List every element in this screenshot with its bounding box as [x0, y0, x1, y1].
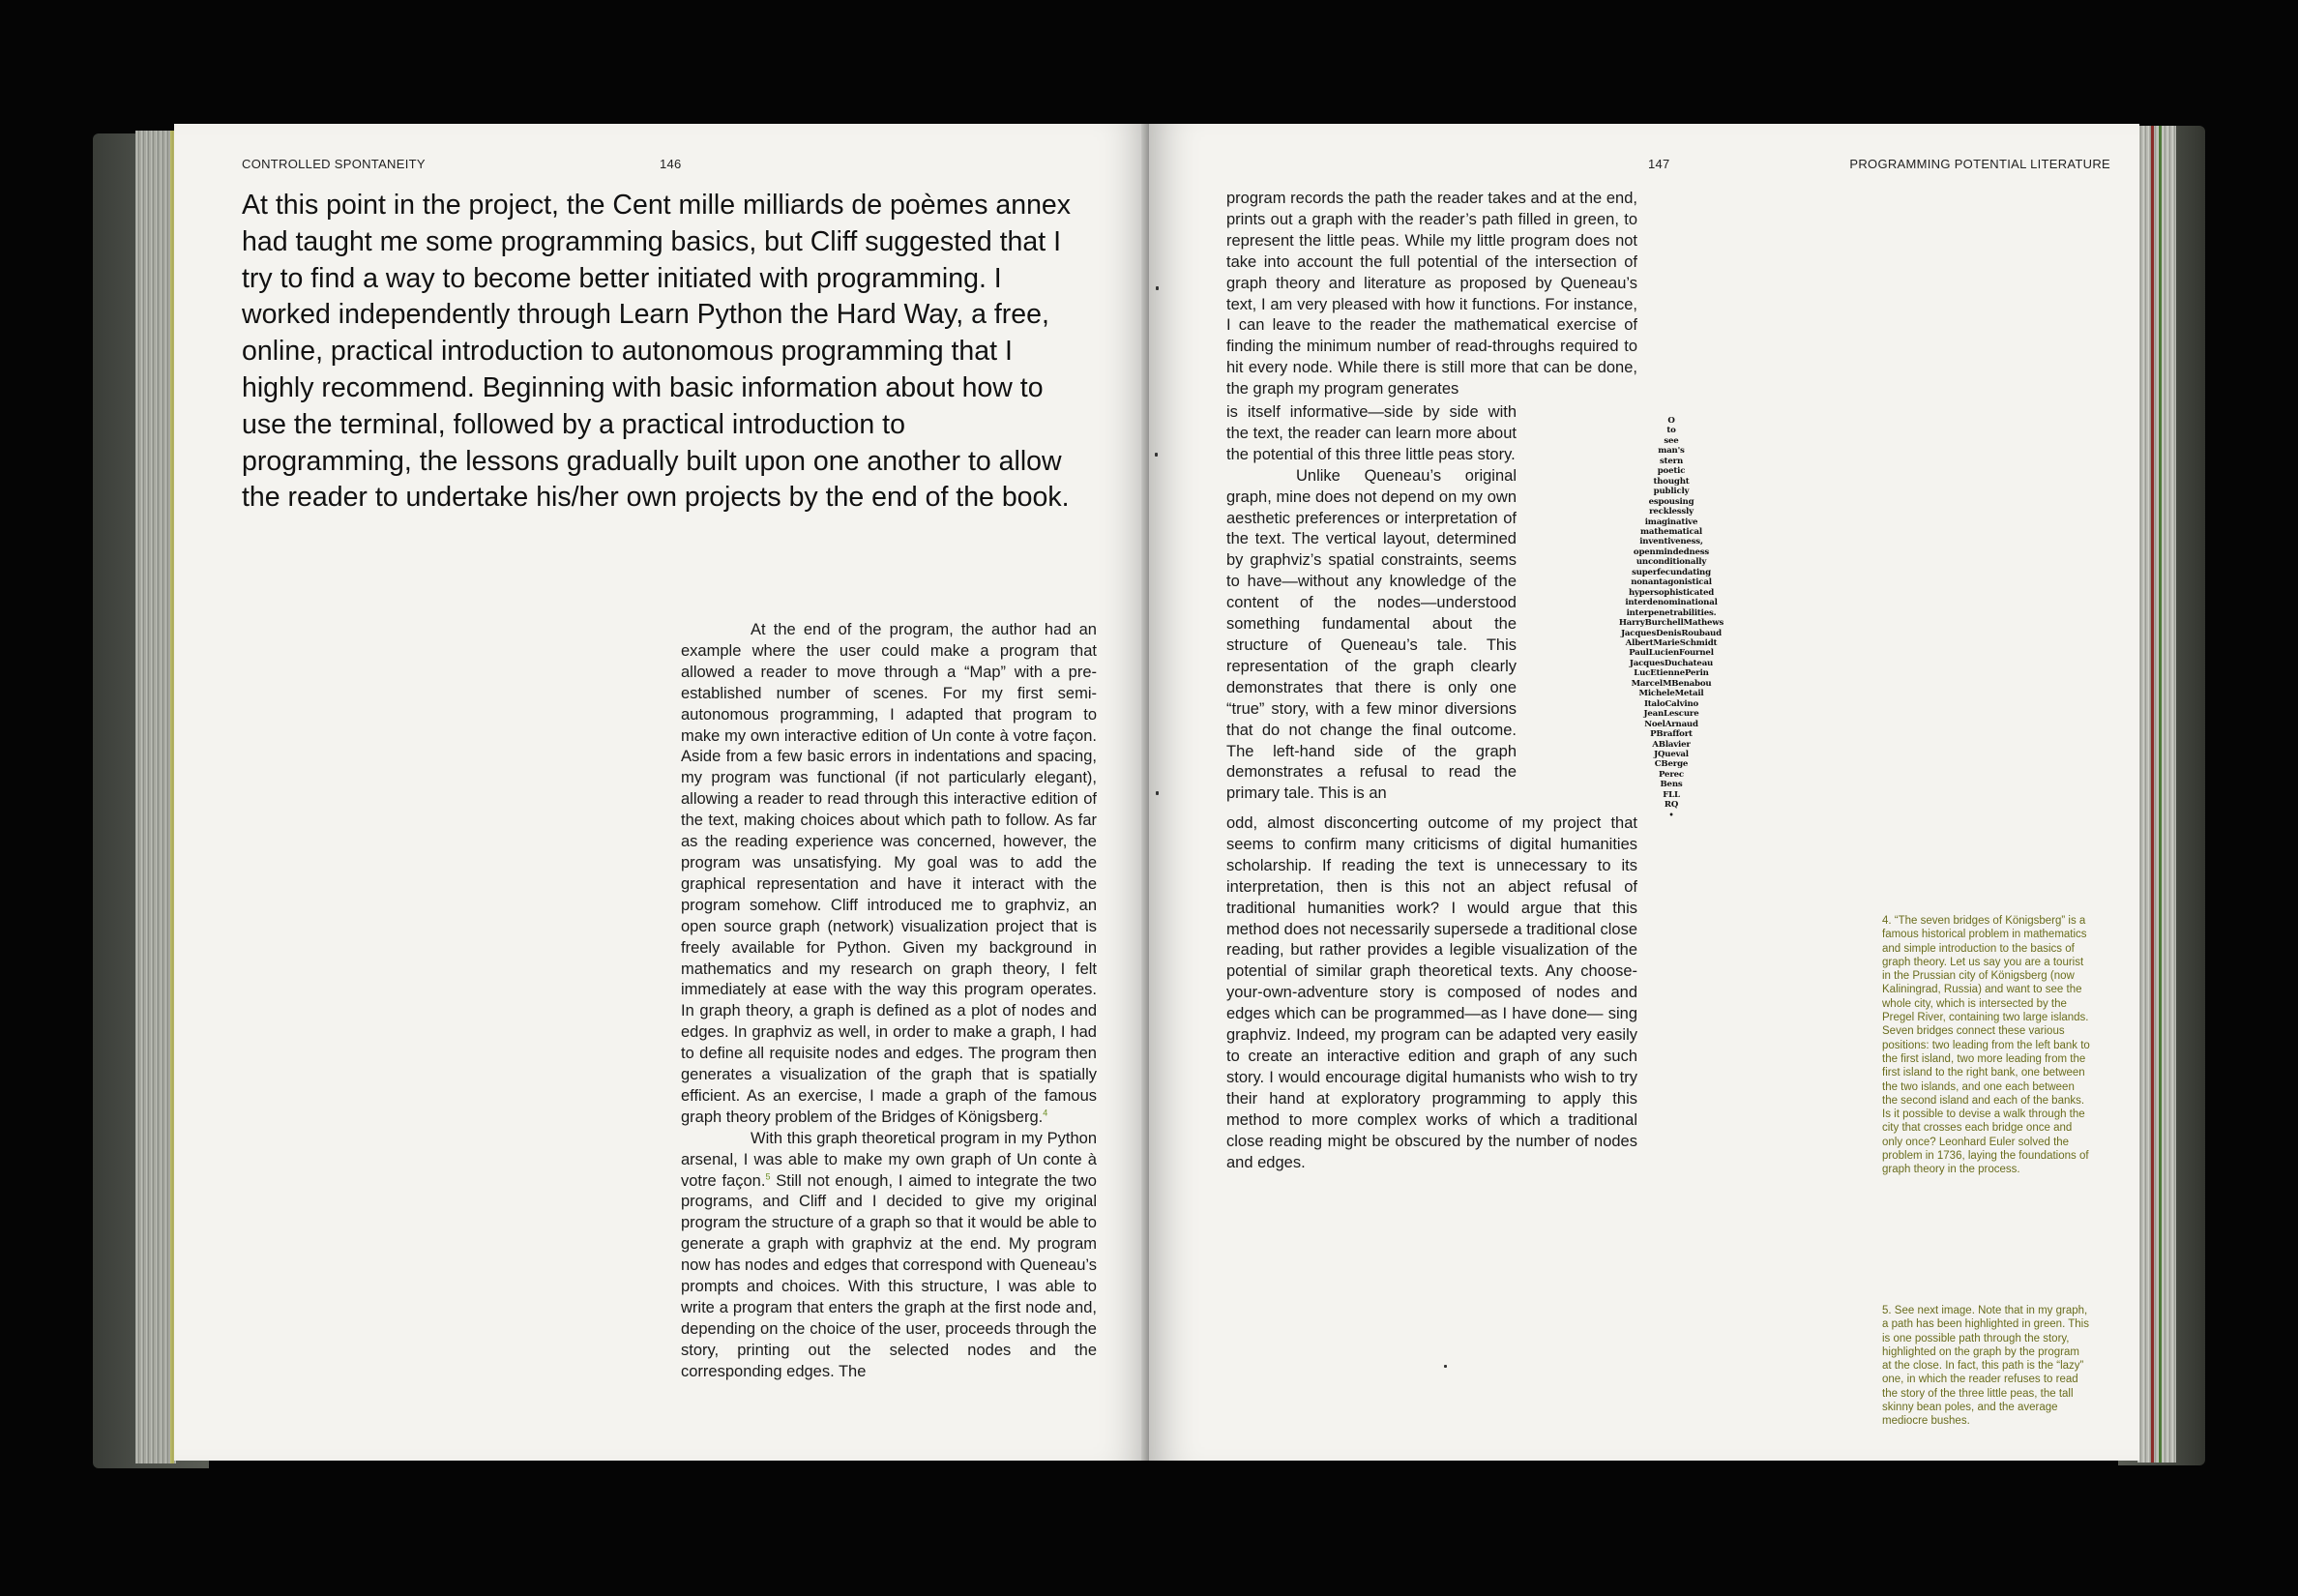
word-graph-node: • [1668, 809, 1674, 819]
left-body-column [681, 620, 1097, 1383]
word-graph-node: HarryBurchellMathews [1618, 618, 1724, 629]
word-graph-node: see [1664, 435, 1679, 446]
word-graph-node: PaulLucienFournel [1629, 648, 1714, 659]
word-graph-node: unconditionally [1635, 557, 1707, 568]
page-edges-left [135, 131, 176, 1463]
running-title-left: CONTROLLED SPONTANEITY [242, 157, 426, 171]
lead-paragraph: At this point in the project, the Cent mille milliards de poèmes annex had taught me some programming basics, but Cliff suggested that I try to find a way to become better initiated with programming. I worked independently through Learn Python the Hard Way, a free, online, practical introduction to autonomous programming that I highly recommend. Beginning with basic information about how to use the terminal, followed by a practical introduction to programming, the lessons gradually built upon one another to allow the reader to undertake his/her own projects by the end of the book. [242, 190, 1072, 514]
word-graph-node: nonantagonistical [1631, 577, 1712, 588]
edge-marker-red [2151, 126, 2154, 1463]
word-graph-node: thought [1653, 476, 1690, 487]
word-graph-node: hypersophisticated [1628, 587, 1715, 598]
word-graph-node: NoelArnaud [1644, 719, 1698, 729]
left-page [174, 124, 1149, 1461]
word-graph-node: man's [1658, 446, 1685, 457]
word-graph-node: ABlavier [1652, 739, 1691, 750]
word-graph-node: publicly [1653, 487, 1690, 497]
word-graph-node: AlbertMarieSchmidt [1625, 637, 1718, 648]
word-graph-node: inventiveness, [1639, 537, 1703, 547]
word-graph-node: JacquesDenisRoubaud [1621, 628, 1722, 638]
page-edges-right [2137, 126, 2176, 1463]
word-graph-node: interdenominational [1625, 598, 1718, 608]
word-graph-node: stern [1659, 456, 1684, 466]
edge-marker-green [2159, 126, 2162, 1463]
word-graph-node: Bens [1660, 780, 1683, 790]
word-graph-node: PBraffort [1650, 729, 1693, 740]
running-title-right: PROGRAMMING POTENTIAL LITERATURE [1849, 157, 2110, 171]
body-paragraph-1-text: At the end of the program, the author had an example where the user could make a program that allowed a reader to move through a “Map” with a pre-established number of scenes. For my first semi-autonomous programming, I adapted that program to make my own interactive edition of Un conte à votre façon. Aside from a few basic errors in indentations and spacing, my program was functional (if not particularly elegant), allowing a reader to read through this interactive edition of the text, making choices about which path to follow. As far as the reading experience was concerned, however, the program was unsatisfying. My goal was to add the graphical representation and have it interact with the program somehow. Cliff introduced me to graphviz, an open source graph (network) visualization project that is freely available for Python. Given my background in mathematics and my research on graph theory, I felt immediately at ease with the way this program operates. In graph theory, a graph is defined as a plot of nodes and edges. In graphviz as well, in order to make a graph, I had to define all requisite nodes and edges. The program then generates a visualization of the graph that is spatially efficient. As an exercise, I made a graph of the famous graph theory problem of the Bridges of Königsberg. [681, 621, 1097, 1126]
word-graph-node: interpenetrabilities. [1626, 607, 1717, 618]
word-graph-node: O [1667, 416, 1675, 426]
footnote-5: 5. See next image. Note that in my graph, a path has been highlighted in green. This is one possible path through the story, highlighted on the graph by the program at the close. In fact, this path is the “lazy” one, in which the reader refuses to read the story of the three little peas, the tall skinny bean poles, and the average mediocre bushes. [1882, 1305, 2089, 1428]
footnote-ref-5: 5 [765, 1171, 771, 1182]
margin-speck [1155, 453, 1158, 457]
word-graph-node: openmindedness [1633, 547, 1710, 557]
word-graph-node: mathematical [1640, 526, 1702, 537]
word-graph-node: RQ [1664, 800, 1679, 811]
word-graph-node: Perec [1659, 769, 1684, 780]
body-paragraph-2-text-b: Still not enough, I aimed to integrate the two programs, and Cliff and I decided to give my original program the structure of a graph so that it would be able to generate a graph with graphviz at the end. My program now has nodes and edges that correspond with Queneau’s prompts and choices. With this structure, I was able to write a program that enters the graph at the first node and, depending on the choice of the user, proceeds through the story, printing out the selected nodes and the corresponding edges. The [681, 1171, 1097, 1380]
word-graph-node: JeanLescure [1643, 709, 1699, 720]
word-graph-node: superfecundating [1632, 567, 1711, 577]
body-paragraph-2 [681, 1129, 1097, 1383]
footnote-4: 4. “The seven bridges of Königsberg” is a famous historical problem in mathematics and simple introduction to the basics of graph theory. Let us say you are a tourist in the Prussian city of Königsberg (now Kaliningrad, Russia) and want to see the whole city, which is intersected by the Pregel River, containing two large islands. Seven bridges connect these various positions: two leading from the left bank to the first island, two more leading from the first island to the right bank, one between the two islands, and one each between the second island and each of the banks. Is it possible to devise a walk through the city that crosses each bridge once and only once? Leonhard Euler solved the problem in 1736, laying the foundations of graph theory in the process. [1882, 915, 2090, 1176]
word-graph-node: CBerge [1654, 759, 1689, 770]
margin-speck [1156, 286, 1159, 290]
right-body-narrow-2: Unlike Queneau’s original graph, mine does not depend on my own aesthetic preferences or interpretation of the text. The vertical layout, determined by graphviz’s spatial constraints, seems to have—without any knowledge of the content of the nodes—understood something fundamental about the structure of Queneau’s tale. This representation of the graph clearly demonstrates that there is only one “true” story, with a few minor diversions that do not change the final outcome. The left-hand side of the graph demonstrates a refusal to read the primary tale. This is an [1226, 466, 1517, 803]
right-page [1149, 124, 2139, 1461]
page-number-left: 146 [660, 157, 682, 171]
right-body-narrow-1: is itself informative—side by side with the text, the reader can learn more about the potential of this three little peas story. [1226, 403, 1517, 463]
right-body-top [1226, 189, 1637, 400]
margin-speck [1156, 791, 1159, 795]
word-graph-node: LucEtiennePerin [1634, 668, 1709, 679]
word-graph-node: FLL [1663, 789, 1680, 800]
right-body-top-text: program records the path the reader takes and at the end, prints out a graph with the reader’s path filled in green, to represent the little peas. While my little program does not take into account the full potential of the intersection of graph theory and literature as proposed by Queneau’s text, I am very pleased with how it functions. For instance, I can leave to the reader the mathematical exercise of finding the minimum number of read-throughs required to hit every node. While there is still more that can be done, the graph my program generates [1226, 190, 1637, 399]
right-body-bottom [1226, 813, 1637, 1173]
margin-speck [1444, 1365, 1447, 1368]
word-graph-node: JacquesDuchateau [1629, 658, 1714, 668]
word-graph-node: MicheleMetail [1638, 689, 1704, 699]
word-graph-node: MarcelMBenabou [1631, 678, 1712, 689]
word-graph-node: ItaloCalvino [1643, 698, 1699, 709]
word-graph-node: JQueval [1654, 749, 1689, 759]
footnote-ref-4: 4 [1043, 1108, 1048, 1118]
word-graph-node: to [1666, 426, 1676, 436]
word-graph-node: espousing [1648, 496, 1694, 507]
body-paragraph-1 [681, 620, 1097, 1129]
right-body-narrow [1226, 402, 1517, 805]
word-graph-node: imaginative [1644, 517, 1698, 527]
word-graph-figure [1575, 416, 1768, 818]
body-paragraph-2-text-a: With this graph theoretical program in my Python arsenal, I was able to make my own graph of Un conte à votre façon. [681, 1129, 1097, 1190]
word-graph-node: poetic [1657, 466, 1686, 477]
page-number-right: 147 [1648, 157, 1670, 171]
word-graph-node: recklessly [1649, 507, 1694, 517]
right-body-bottom-text: odd, almost disconcerting outcome of my project that seems to confirm many criticisms of digital humanities scholarship. If reading the text is unnecessary to its interpretation, then is this not an abject refusal of traditional humanities work? I would argue that this method does not necessarily supersede a traditional close reading, but rather provides a legible visualization of the potential of similar graph theoretical texts. Any choose-your-own-adventure story is composed of nodes and edges which can be programmed—as I have done— sing graphviz. Indeed, my program can be adapted very easily to create an interactive edition and graph of any such story. I would encourage digital humanists who wish to try their hand at exploratory programming to apply this method to more complex works of which a traditional close reading might be obscured by the number of nodes and edges. [1226, 814, 1637, 1171]
